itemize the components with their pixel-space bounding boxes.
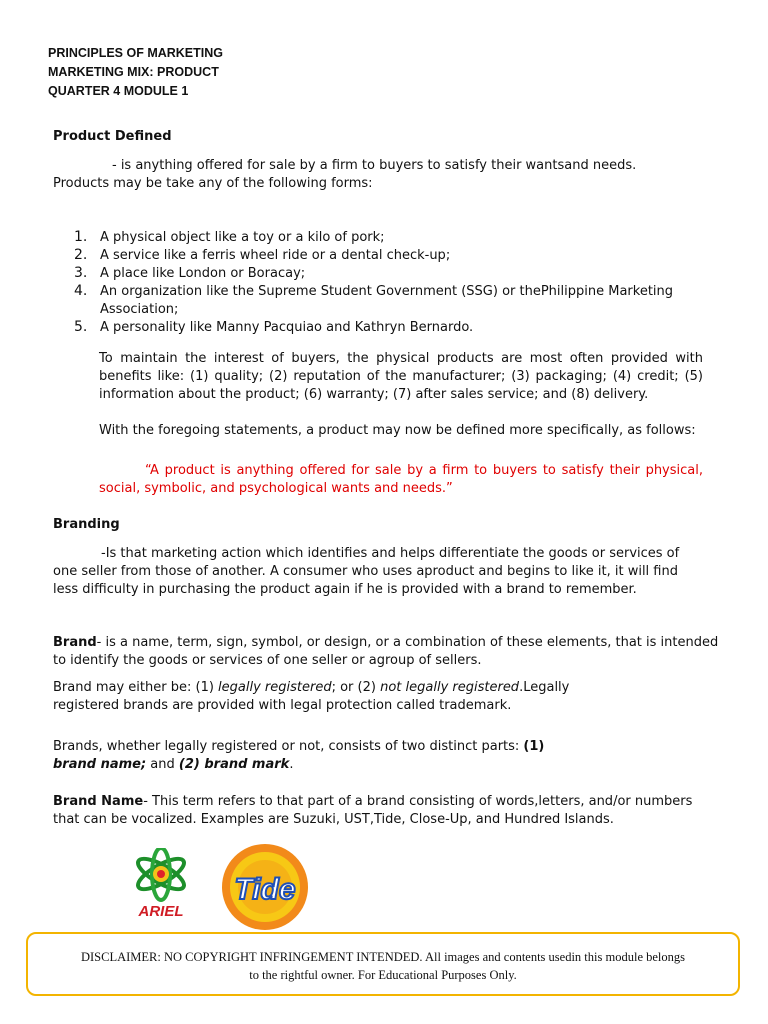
list-item [74, 319, 694, 337]
list-number: 5. [74, 319, 88, 335]
product-forms-intro: Products may be take any of the following forms: [53, 176, 373, 191]
brand-types-text: Brand may either be: (1) [53, 680, 219, 695]
disclaimer-line-2: to the rightful owner. For Educational Purposes Only. [249, 968, 517, 982]
tide-bullseye-icon [221, 843, 309, 931]
list-number: 1. [74, 229, 88, 245]
brand-name-definition [53, 793, 693, 829]
brand-types-text: .Legally registered brands are provided with legal protection called trademark. [53, 680, 570, 713]
disclaimer-line-1: DISCLAIMER: NO COPYRIGHT INFRINGEMENT INTENDED. All images and contents usedin this module belongs [80, 950, 686, 964]
not-legally-registered: not legally registered [380, 680, 520, 695]
list-number: 4. [74, 283, 88, 299]
legally-registered: legally registered [218, 680, 332, 695]
tide-logo [221, 843, 309, 931]
ariel-wordmark: ARIEL [138, 903, 184, 920]
brand-name-term: brand name; [53, 757, 147, 772]
topic-title: MARKETING MIX: PRODUCT [48, 65, 219, 79]
list-item [74, 229, 694, 247]
brand-def-text: - is a name, term, sign, symbol, or design, or a combination of these elements, that is intended to identify the goods or services of one seller or agroup of sellers. [53, 635, 719, 668]
brand-parts [53, 738, 613, 774]
brand-types-text: ; or (2) [331, 680, 381, 695]
tide-wordmark: Tide [234, 873, 296, 906]
brand-parts-text: . [289, 757, 294, 772]
disclaimer-box [26, 932, 740, 996]
brand-name-text: - This term refers to that part of a brand consisting of words,letters, and/or numbers that can be vocalized. Examples are Suzuki, UST,Tide, Close-Up, and Hundred Islands. [53, 794, 693, 827]
benefits-paragraph: To maintain the interest of buyers, the physical products are most often provided with benefits like: (1) quality; (2) reputation of the manufacturer; (3) packaging; (4) credit; (5) information about the product; (6) warranty; (7) after sales service; and (8) delivery. [99, 351, 703, 402]
product-definition: - is anything offered for sale by a firm to buyers to satisfy their wantsand needs. [112, 158, 637, 173]
foregoing-paragraph: With the foregoing statements, a product may now be defined more specifically, as follows: [99, 423, 696, 438]
branding-heading: Branding [53, 517, 120, 532]
brand-parts-text: Brands, whether legally registered or not, consists of two distinct parts: [53, 739, 524, 754]
list-item [74, 283, 694, 319]
brand-types [53, 679, 613, 715]
brand-name-label: Brand Name [53, 794, 144, 809]
document-header [48, 44, 223, 101]
branding-definition: -Is that marketing action which identifies and helps differentiate the goods or services of one seller from those of another. A consumer who uses aproduct and begins to like it, it will find less difficulty in purchasing the product again if he is provided with a brand to remember. [53, 546, 680, 597]
brand-definition [53, 634, 723, 670]
list-text: A personality like Manny Pacquiao and Kathryn Bernardo. [100, 320, 474, 335]
brand-mark-term: (2) brand mark [178, 757, 290, 772]
brand-parts-text: and [146, 757, 179, 772]
brand-term: Brand [53, 635, 97, 650]
list-number: 3. [74, 265, 88, 281]
list-number: 2. [74, 247, 88, 263]
part-one-label: (1) [523, 739, 545, 754]
product-definition-quote: “A product is anything offered for sale by a firm to buyers to satisfy their physical, social, symbolic, and psychological wants and needs.” [99, 463, 703, 496]
list-text: A service like a ferris wheel ride or a dental check-up; [100, 248, 451, 263]
list-item [74, 247, 694, 265]
product-forms-list [74, 229, 694, 337]
course-title: PRINCIPLES OF MARKETING [48, 46, 224, 60]
ariel-atom-icon [123, 848, 199, 924]
ariel-logo [123, 848, 199, 924]
module-title: QUARTER 4 MODULE 1 [48, 84, 189, 98]
product-heading: Product Defined [53, 129, 172, 144]
list-text: An organization like the Supreme Student Government (SSG) or thePhilippine Marketing Association; [100, 284, 674, 317]
list-text: A physical object like a toy or a kilo of pork; [100, 230, 385, 245]
list-item [74, 265, 694, 283]
list-text: A place like London or Boracay; [100, 266, 306, 281]
